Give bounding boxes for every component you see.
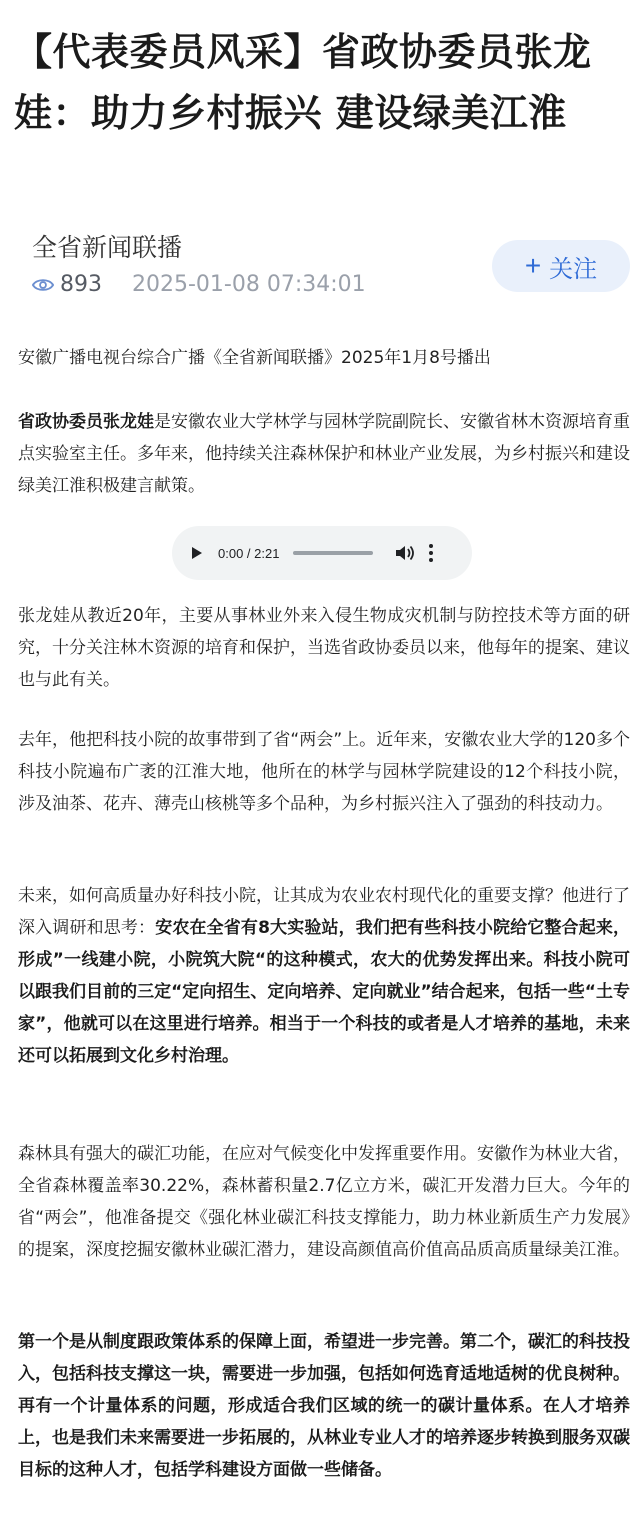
audio-time: 0:00 / 2:21: [218, 545, 280, 561]
author-name[interactable]: 全省新闻联播: [32, 233, 183, 262]
paragraph-intro: 安徽广播电视台综合广播《全省新闻联播》2025年1月8号播出: [18, 348, 491, 368]
follow-button[interactable]: [492, 240, 630, 292]
future-intro-text: 未来，如何高质量办好科技小院，让其成为农业农村现代化的重要支撑？他进行了深入调研和思考：: [18, 886, 630, 938]
volume-icon[interactable]: [395, 545, 415, 561]
author-block: [32, 228, 366, 297]
play-icon[interactable]: [192, 547, 202, 559]
plus-icon: +: [524, 250, 542, 281]
paragraph-science-yard: 去年，他把科技小院的故事带到了省“两会”上。近年来，安徽农业大学的120多个科技小院遍布广袤的江淮大地，他所在的林学与园林学院建设的12个科技小院，涉及油茶、花卉、薄壳山核桃等多个品种，为乡村振兴注入了强劲的科技动力。: [18, 730, 630, 814]
paragraph-research: 张龙娃从教近20年，主要从事林业外来入侵生物成灾机制与防控技术等方面的研究，十分关注林木资源的培育和保护，当选省政协委员以来，他每年的提案、建议也与此有关。: [18, 606, 630, 690]
profile-name-bold: 省政协委员张龙娃: [18, 412, 154, 432]
article-title: 【代表委员风采】省政协委员张龙娃：助力乡村振兴 建设绿美江淮: [14, 30, 592, 135]
paragraph-carbon-sink: 森林具有强大的碳汇功能，在应对气候变化中发挥重要作用。安徽作为林业大省，全省森林覆盖率30.22%，森林蓄积量2.7亿立方米，碳汇开发潜力巨大。今年的省“两会”，他准备提交《强化林业碳汇科技支撑能力，助力林业新质生产力发展》的提案，深度挖掘安徽林业碳汇潜力，建设高颜值高价值高品质高质量绿美江淮。: [18, 1144, 630, 1260]
meta-row: [32, 272, 366, 297]
view-count: 893: [60, 272, 102, 297]
follow-label: 关注: [549, 255, 598, 283]
eye-icon: [32, 276, 54, 294]
paragraph-profile: [18, 406, 630, 502]
publish-date: 2025-01-08 07:34:01: [132, 272, 366, 297]
more-options-icon[interactable]: [429, 544, 433, 562]
paragraph-future: [18, 880, 630, 1072]
audio-player: [172, 526, 472, 580]
future-quote-bold: 安农在全省有8大实验站，我们把有些科技小院给它整合起来，形成”一线建小院，小院筑大院“的这种模式，农大的优势发挥出来。科技小院可以跟我们目前的三定“定向招生、定向培养、定向就业”结合起来，包括一些“土专家”，他就可以在这里进行培养。相当于一个科技的或者是人才培养的基地，未来还可以拓展到文化乡村治理。: [18, 918, 631, 1066]
paragraph-proposal-quote: 第一个是从制度跟政策体系的保障上面，希望进一步完善。第二个，碳汇的科技投入，包括科技支撑这一块，需要进一步加强，包括如何选育适地适树的优良树种。再有一个计量体系的问题，形成适合我们区域的统一的碳计量体系。在人才培养上，也是我们未来需要进一步拓展的，从林业专业人才的培养逐步转换到服务双碳目标的这种人才，包括学科建设方面做一些储备。: [18, 1332, 630, 1480]
audio-seek-bar[interactable]: [293, 551, 373, 555]
profile-text: 是安徽农业大学林学与园林学院副院长、安徽省林木资源培育重点实验室主任。多年来，他持续关注森林保护和林业产业发展，为乡村振兴和建设绿美江淮积极建言献策。: [18, 412, 630, 496]
